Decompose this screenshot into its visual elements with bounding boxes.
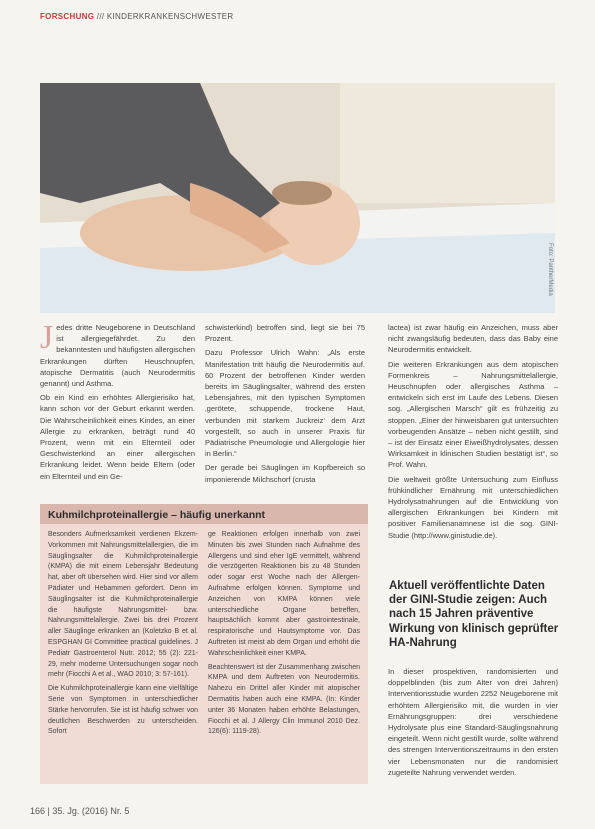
info-box-title: Kuhmilchproteinallergie – häufig unerkannt [40,504,368,524]
article-paragraph: Die weltweit größte Untersuchung zum Einfluss frühkindlicher Ernährung mit unterschiedlichen Hydrolysatnahrungen auf die Entwicklung von allergischen Erkrankungen bei Kindern mit positiver Familienanamnese ist die sog. GINI-Studie (http://www.ginistudie.de). [388,474,558,540]
info-box-paragraph: Besonders Aufmerksamkeit verdienen Ekzem-Vorkommen mit Nahrungsmittelallergien, die im Säuglingsalter die Kuhmilchproteinallergie (KMPA) die mit einem Lebensjahr Bedeutung hat, aber oft übersehen wird. Hier sind vor allem Pädiater und Hebammen gefordert. Denn im Säuglingsalter ist die Kuhmilchproteinallergie die häufigste Nahrungsmittel- bzw. Nahrungsmittelallergie. Zwei bis drei Prozent aller Säuglinge erkranken an (Koletzko B et al. ESPGHAN GI Committee practical guidelines. J Pediatr Gastroenterol Nutr. 2012; 55 (2): 221-29, mehr moderne Untersuchungen sogar noch mehr (Fiocchi A et al., WAO 2010; 3: 57-161). [48,531,198,679]
article-column-3 [388,322,558,572]
article-column-1 [40,319,195,485]
dropcap: J [40,319,54,356]
side-headline: Aktuell veröffentlichte Daten der GINI-Studie zeigen: Auch nach 15 Jahren präventive Wirkung von klinisch geprüfter HA-Nahrung [389,580,559,649]
article-column-3b [388,666,558,796]
article-paragraph: Ob ein Kind ein erhöhtes Allergierisiko hat, kann schon vor der Geburt erkannt werden. Die Wahrscheinlichkeit eines Kindes, an einer Allergie zu erkranken, beträgt rund 40 Prozent, wenn mit ein Elternteil oder Geschwisterkind an einer allergischen Erkrankung leidet. Wenn beide Eltern (oder ein Elternteil und ein Ge- [40,393,195,481]
info-box-paragraph: ge Reaktionen erfolgen innerhalb von zwei Minuten bis zwei Stunden nach Aufnahme des Allergens und sind eher IgE vermittelt, während die verzögerten Reaktionen bis zu 48 Stunden oder sogar erst Woche nach der Allergen-Aufnahme erfolgen können. Symptome und Anzeichen von KMPA können viele unterschiedliche Organe betreffen, hauptsächlich kommt aber gastrointestinale, respiratorische und Hautsymptome vor. Das Auftreten ist meist ab dem Organ und erhöht die Wahrscheinlichkeit einer KMPA. [208,531,360,657]
article-paragraph: Jedes dritte Neugeborene in Deutschland ist allergiegefährdet. Zu den bekanntesten und häufigsten allergischen Erkrankungen dürften Heuschnupfen, atopische Dermatitis (auch Neurodermitis genannt) und Asthma. [40,319,195,389]
article-paragraph: Der gerade bei Säuglingen im Kopfbereich so imponierende Milchschorf (crusta [205,463,365,484]
baby-photo-illustration [40,83,555,313]
article-paragraph: In dieser prospektiven, randomisierten und doppelblinden (bis zum Alter von drei Jahren) Interventionsstudie wurden 2252 Neugeborene mit erhöhtem Allergierisiko mit, die wurden in vier Ernährungsgruppen: drei verschiedene Hydrolysate plus eine Standard-Säuglingsnahrung eingeteilt. Wenn nicht gestillt wurde, sollte während des strengen Interventionszeitraums in den ersten vier Lebensmonaten nur die randomisiert zugeteilte Nahrung verwendet werden. [388,667,558,777]
page-header [40,12,560,26]
article-paragraph: schwisterkind) betroffen sind, liegt sie bei 75 Prozent. [205,323,365,344]
article-paragraph: Dazu Professor Ulrich Wahn: „Als erste Manifestation tritt häufig die Neurodermitis auf. 60 Prozent der betroffenen Kinder werden bereits im Säuglingsalter, während des ersten Lebensjahres, mit den typischen Symptomen ‚gerötete, schuppende, trockene Haut, verbunden mit starkem Juckreiz‘ dem Arzt vorgestellt, so auch in unserer Praxis für Pädiatrische Pneumologie und Allergologie hier in Berlin.“ [205,348,365,459]
header-separator: /// [96,12,107,21]
info-box-column-1 [48,530,198,780]
info-box-column-2 [208,530,360,780]
header-brand: FORSCHUNG [40,12,95,21]
info-box [40,504,368,784]
header-section: KINDERKRANKENSCHWESTER [106,12,234,21]
photo-credit: Foto: PantherMedia [547,243,553,296]
article-photo [40,83,555,313]
article-paragraph: Die weiteren Erkrankungen aus dem atopischen Formenkreis – Nahrungsmittelallergie, Heuschnupfen oder allergisches Asthma – entwickeln sich erst im Laufe des Lebens. Diesen sog. „Allergischen Marsch“ gilt es frühzeitig zu stoppen. „Einer der hinweisbaren gut untersuchten vorbeugenden Ansätze – neben nicht gestillt, sind – ist der Einsatz einer Eiweißhydrolysates, dessen Wirksamkeit in klinischen Studien bestätigt ist“, so Prof. Wahn. [388,359,558,470]
article-paragraph: lactea) ist zwar häufig ein Anzeichen, muss aber nicht zwangsläufig bedeuten, dass das Baby eine Neurodermitis entwickelt. [388,323,558,355]
article-column-2 [205,322,365,488]
info-box-paragraph: Die Kuhmilchproteinallergie kann eine vielfältige Serie von Symptomen in unterschiedlicher Stärke hervorrufen. Sie ist ist häufig schwer von deutlichen Beschwerden zu unterscheiden. Sofort [48,685,198,736]
page-footer: 166 | 35. Jg. (2016) Nr. 5 [30,806,130,816]
info-box-paragraph: Beachtenswert ist der Zusammenhang zwischen KMPA und dem Auftreten von Neurodermitis. Nahezu ein Drittel aller Kinder mit atopischer Dermatitis haben auch eine KMPA. (In: Kinder unter 36 Monaten haben erhöhte Belastungen, Fiocchi et al. J Allergy Clin Immunol 2010 Dez. 126(6): 1119-28). [208,663,360,736]
